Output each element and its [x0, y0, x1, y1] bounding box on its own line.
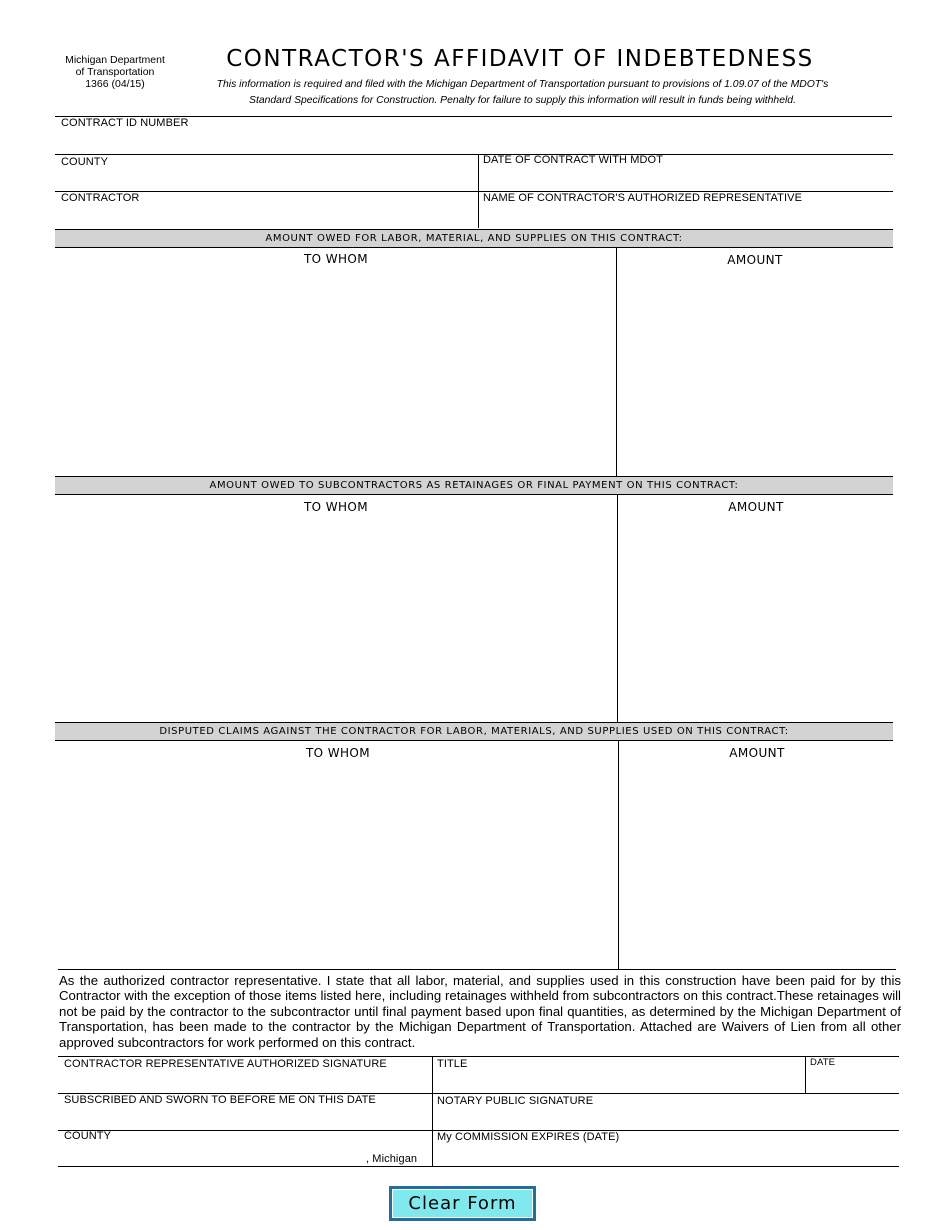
disputed-to-whom-header: TO WHOM: [305, 746, 371, 760]
divider: [805, 1056, 806, 1093]
notary-signature-input[interactable]: [434, 1108, 899, 1129]
commission-expires-input[interactable]: [434, 1144, 899, 1165]
michigan-suffix: , Michigan: [366, 1153, 418, 1165]
sworn-date-label: SUBSCRIBED AND SWORN TO BEFORE ME ON THIS DATE: [64, 1094, 376, 1106]
divider: [616, 247, 617, 476]
title-input[interactable]: [434, 1072, 803, 1092]
authorized-rep-input[interactable]: [480, 206, 892, 227]
department-name-2: of Transportation: [75, 66, 155, 78]
commission-expires-label: My COMMISSION EXPIRES (DATE): [437, 1131, 620, 1143]
subcontractors-to-whom-input[interactable]: [58, 517, 614, 719]
contractor-input[interactable]: [56, 206, 476, 227]
labor-to-whom-input[interactable]: [58, 270, 614, 473]
labor-amount-input[interactable]: [619, 270, 892, 473]
divider: [58, 1166, 899, 1167]
county-label: COUNTY: [61, 156, 109, 168]
subcontractors-to-whom-header: TO WHOM: [303, 500, 369, 514]
department-block: [56, 54, 174, 90]
divider: [58, 969, 896, 970]
date-input[interactable]: [807, 1072, 899, 1092]
contractor-label: CONTRACTOR: [61, 192, 140, 204]
disputed-amount-header: AMOUNT: [729, 746, 785, 760]
form-number: 1366 (04/15): [85, 78, 145, 90]
disputed-amount-input[interactable]: [621, 763, 894, 966]
instructions-line-2: Standard Specifications for Construction. Penalty for failure to supply this information will result in funds being withheld.: [249, 95, 796, 106]
county-input[interactable]: [56, 170, 476, 190]
title-label: TITLE: [437, 1058, 468, 1070]
divider: [618, 740, 619, 969]
labor-amount-header: AMOUNT: [727, 253, 783, 267]
date-label: DATE: [810, 1057, 836, 1068]
notary-county-label: COUNTY: [64, 1130, 112, 1142]
disputed-to-whom-input[interactable]: [60, 763, 616, 966]
contract-id-label: CONTRACT ID NUMBER: [61, 117, 189, 129]
notary-signature-label: NOTARY PUBLIC SIGNATURE: [437, 1095, 594, 1107]
authorized-rep-label: NAME OF CONTRACTOR'S AUTHORIZED REPRESENTATIVE: [483, 192, 803, 204]
labor-to-whom-header: TO WHOM: [303, 252, 369, 266]
labor-section-heading: AMOUNT OWED FOR LABOR, MATERIAL, AND SUPPLIES ON THIS CONTRACT:: [55, 229, 893, 248]
notary-county-input[interactable]: [60, 1143, 360, 1164]
subcontractors-amount-input[interactable]: [620, 517, 893, 719]
page-title: CONTRACTOR'S AFFIDAVIT OF INDEBTEDNESS: [226, 46, 814, 72]
department-name: Michigan Department: [65, 54, 165, 66]
date-of-contract-input[interactable]: [480, 170, 892, 190]
rep-signature-label: CONTRACTOR REPRESENTATIVE AUTHORIZED SIGNATURE: [64, 1058, 387, 1070]
instructions-line-1: This information is required and filed with the Michigan Department of Transportation pursuant to provisions of 1.09.07 of the MDOT's: [216, 79, 829, 90]
sworn-date-input[interactable]: [60, 1108, 430, 1129]
rep-signature-input[interactable]: [60, 1072, 430, 1092]
disputed-section-heading: DISPUTED CLAIMS AGAINST THE CONTRACTOR FOR LABOR, MATERIALS, AND SUPPLIES USED ON THIS CONTRACT:: [55, 722, 893, 741]
divider: [432, 1056, 433, 1166]
contract-id-input[interactable]: [56, 131, 891, 153]
clear-form-button[interactable]: Clear Form: [389, 1186, 536, 1221]
subcontractors-amount-header: AMOUNT: [728, 500, 784, 514]
date-of-contract-label: DATE OF CONTRACT WITH MDOT: [483, 154, 664, 166]
form-instructions: [190, 77, 855, 109]
divider: [58, 1056, 899, 1057]
subcontractors-section-heading: AMOUNT OWED TO SUBCONTRACTORS AS RETAINAGES OR FINAL PAYMENT ON THIS CONTRACT:: [55, 476, 893, 495]
divider: [55, 154, 893, 155]
affidavit-statement: As the authorized contractor representative. I state that all labor, material, and supplies used in this construction have been paid for by this Contractor with the exception of those items listed here, including retainages withheld from subcontractors on this contract.These retainages will not be paid by the contractor to the subcontractor until final payment based upon final quantities, as determined by the Michigan Department of Transportation, has been made to the contractor by the Michigan Department of Transportation. Attached are Waivers of Lien from all other approved subcontractors for work performed on this contract.: [59, 973, 901, 1050]
divider: [617, 494, 618, 722]
